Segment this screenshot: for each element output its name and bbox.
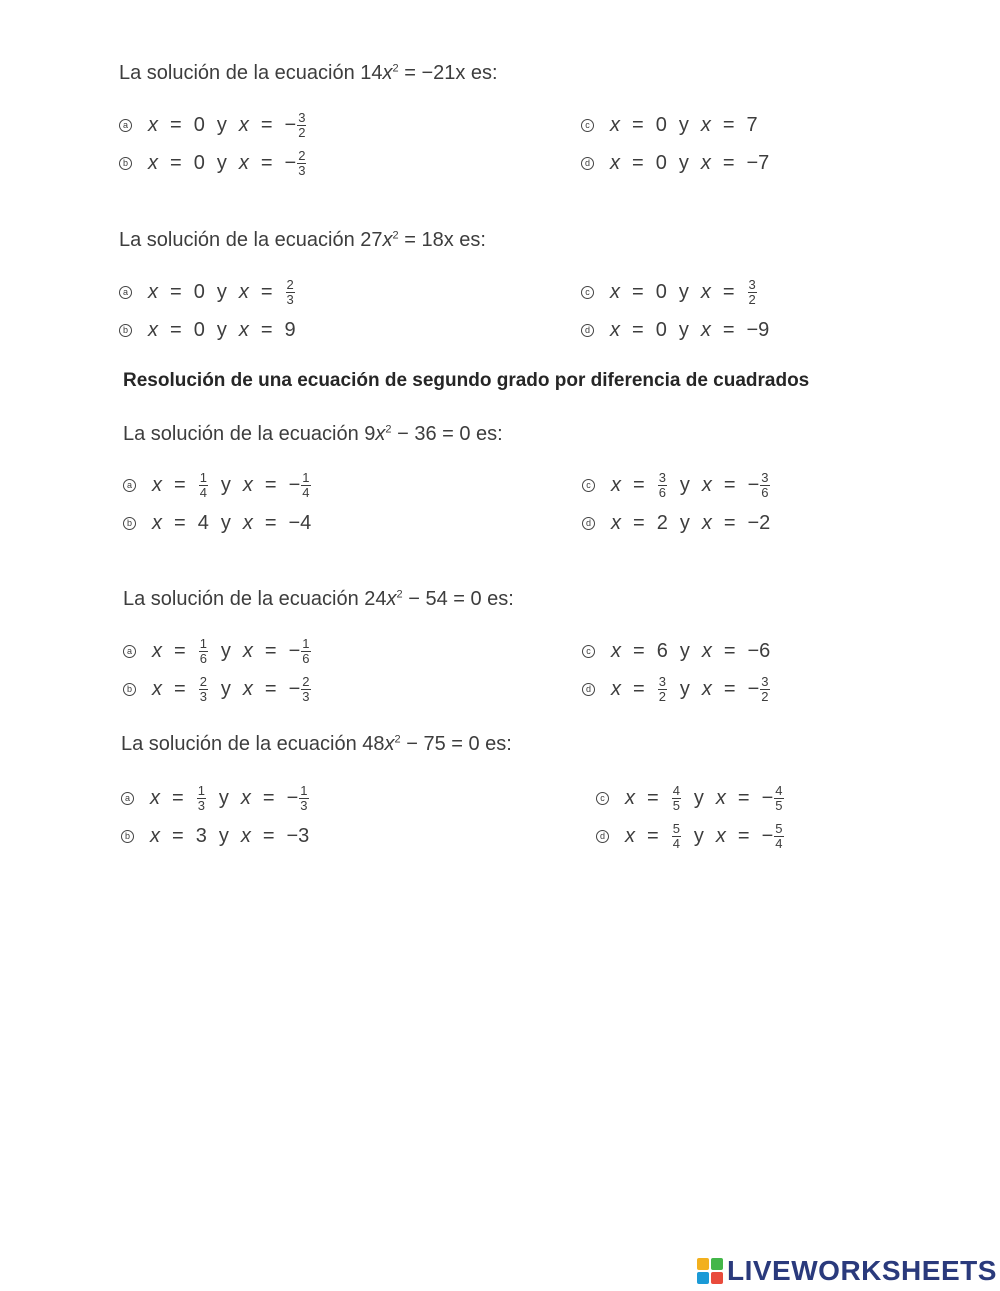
option-a-circle-icon[interactable]: a — [121, 792, 134, 805]
question-4-prompt: La solución de la ecuación $24x^2 - 54 = 0$ es: — [123, 588, 514, 610]
option-c-circle-icon[interactable]: c — [581, 119, 594, 132]
fraction: $\frac{4}{5}$ — [672, 782, 680, 813]
q3-option-c[interactable]: c x = $\frac{3}{6}$ y x = − $\frac{3}{6}$ — [582, 470, 771, 500]
option-b-circle-icon[interactable]: b — [123, 683, 136, 696]
fraction: $\frac{1}{3}$ — [300, 782, 308, 813]
q4-option-a[interactable]: a x = $\frac{1}{6}$ y x = − $\frac{1}{6}$ — [123, 636, 312, 666]
q1-option-a[interactable]: a x = 0 y x = − $\frac{3}{2}$ — [119, 110, 307, 140]
option-c-circle-icon[interactable]: c — [596, 792, 609, 805]
q3-option-b[interactable]: b x = 4 y x = −4 — [123, 508, 311, 538]
fraction: $\frac{2}{3}$ — [199, 673, 207, 704]
fraction: $\frac{5}{4}$ — [775, 820, 783, 851]
q5-option-a[interactable]: a x = $\frac{1}{3}$ y x = − $\frac{1}{3}$ — [121, 783, 310, 813]
fraction: $\frac{3}{2}$ — [748, 276, 756, 307]
option-c-circle-icon[interactable]: c — [582, 479, 595, 492]
section-heading: Resolución de una ecuación de segundo grado por diferencia de cuadrados — [123, 370, 810, 391]
option-d-circle-icon[interactable]: d — [582, 683, 595, 696]
fraction: $\frac{1}{6}$ — [199, 635, 207, 666]
q4-option-c[interactable]: c x = 6 y x = −6 — [582, 636, 770, 666]
option-c-circle-icon[interactable]: c — [582, 645, 595, 658]
fraction: $\frac{1}{4}$ — [199, 469, 207, 500]
option-c-circle-icon[interactable]: c — [581, 286, 594, 299]
q5-option-b[interactable]: b x = 3 y x = −3 — [121, 821, 309, 851]
option-a-circle-icon[interactable]: a — [119, 119, 132, 132]
option-b-circle-icon[interactable]: b — [119, 157, 132, 170]
logo-mark-icon — [697, 1258, 723, 1284]
logo-tile-e — [711, 1272, 723, 1284]
q2-option-c[interactable]: c x = 0 y x = $\frac{3}{2}$ — [581, 277, 758, 307]
option-d-circle-icon[interactable]: d — [582, 517, 595, 530]
question-2-prompt: La solución de la ecuación $27x^2 = 18x$ es: — [119, 229, 486, 251]
q2-option-b[interactable]: b x = 0 y x = 9 — [119, 315, 296, 345]
fraction: $\frac{1}{6}$ — [302, 635, 310, 666]
logo-tile-i — [711, 1258, 723, 1270]
question-5-prompt: La solución de la ecuación $48x^2 - 75 = 0$ es: — [121, 733, 512, 755]
liveworksheets-logo[interactable] — [697, 1254, 997, 1288]
question-1-prompt: La solución de la ecuación $14x^2 = -21x$ es: — [119, 62, 498, 84]
q5-option-c[interactable]: c x = $\frac{4}{5}$ y x = − $\frac{4}{5}$ — [596, 783, 785, 813]
option-b-circle-icon[interactable]: b — [123, 517, 136, 530]
fraction: $\frac{3}{2}$ — [298, 109, 306, 140]
logo-tile-l — [697, 1258, 709, 1270]
q4-option-d[interactable]: d x = $\frac{3}{2}$ y x = − $\frac{3}{2}$ — [582, 674, 771, 704]
question-3-prompt: La solución de la ecuación $9x^2 - 36 = 0$ es: — [123, 423, 503, 445]
fraction: $\frac{2}{3}$ — [298, 147, 306, 178]
option-d-circle-icon[interactable]: d — [596, 830, 609, 843]
fraction: $\frac{1}{3}$ — [197, 782, 205, 813]
q1-option-c[interactable]: c x = 0 y x = 7 — [581, 110, 758, 140]
option-a-circle-icon[interactable]: a — [123, 479, 136, 492]
q4-option-b[interactable]: b x = $\frac{2}{3}$ y x = − $\frac{2}{3}$ — [123, 674, 312, 704]
option-b-circle-icon[interactable]: b — [121, 830, 134, 843]
q3-option-d[interactable]: d x = 2 y x = −2 — [582, 508, 770, 538]
q2-option-a[interactable]: a x = 0 y x = $\frac{2}{3}$ — [119, 277, 296, 307]
fraction: $\frac{5}{4}$ — [672, 820, 680, 851]
fraction: $\frac{3}{2}$ — [658, 673, 666, 704]
option-d-circle-icon[interactable]: d — [581, 157, 594, 170]
fraction: $\frac{2}{3}$ — [286, 276, 294, 307]
option-d-circle-icon[interactable]: d — [581, 324, 594, 337]
fraction: $\frac{3}{6}$ — [761, 469, 769, 500]
q2-option-d[interactable]: d x = 0 y x = −9 — [581, 315, 769, 345]
logo-tile-v — [697, 1272, 709, 1284]
fraction: $\frac{3}{6}$ — [658, 469, 666, 500]
q3-option-a[interactable]: a x = $\frac{1}{4}$ y x = − $\frac{1}{4}$ — [123, 470, 312, 500]
fraction: $\frac{4}{5}$ — [775, 782, 783, 813]
fraction: $\frac{1}{4}$ — [302, 469, 310, 500]
option-b-circle-icon[interactable]: b — [119, 324, 132, 337]
q1-option-b[interactable]: b x = 0 y x = − $\frac{2}{3}$ — [119, 148, 307, 178]
fraction: $\frac{3}{2}$ — [761, 673, 769, 704]
option-a-circle-icon[interactable]: a — [119, 286, 132, 299]
q1-option-d[interactable]: d x = 0 y x = −7 — [581, 148, 769, 178]
option-a-circle-icon[interactable]: a — [123, 645, 136, 658]
q5-option-d[interactable]: d x = $\frac{5}{4}$ y x = − $\frac{5}{4}$ — [596, 821, 785, 851]
logo-text: LIVEWORKSHEETS — [727, 1255, 997, 1286]
fraction: $\frac{2}{3}$ — [302, 673, 310, 704]
